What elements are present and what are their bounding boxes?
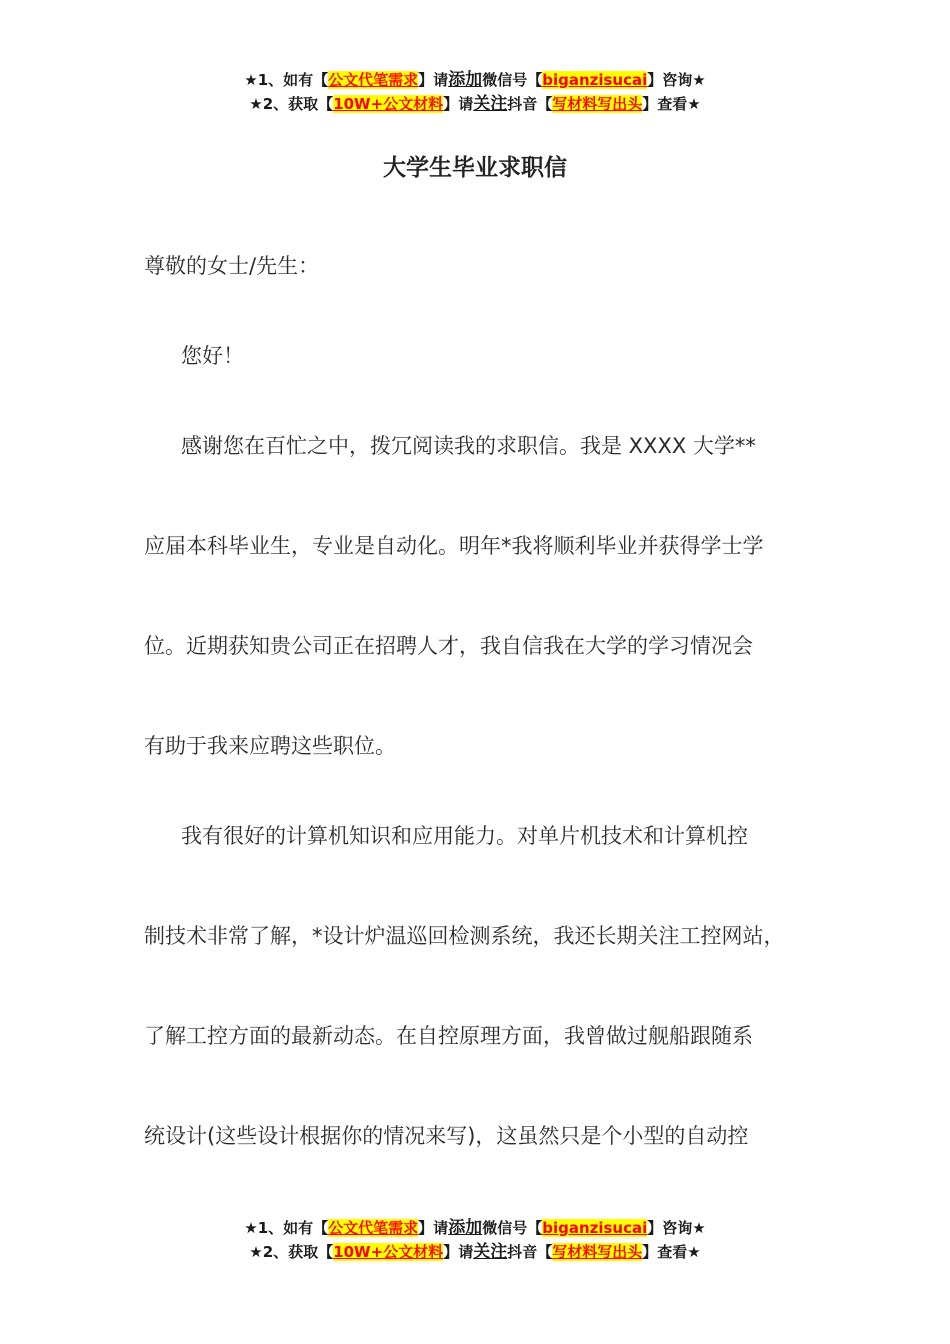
body-line: 应届本科毕业生，专业是自动化。明年*我将顺利毕业并获得学士学 [144,534,764,558]
highlight-service: 公文代笔需求 [328,1219,419,1237]
banner-text: ★1、如有【 [244,1219,329,1237]
salutation: 尊敬的女士/先生： [144,254,320,278]
body-line: 感谢您在百忙之中，拨冗阅读我的求职信。我是 XXXX 大学** [181,434,756,458]
document-title: 大学生毕业求职信 [383,155,567,181]
banner-text: 抖音【 [507,95,553,113]
banner-line-2 [0,92,950,116]
banner-text: ★1、如有【 [244,71,329,89]
emphasis-add: 添加 [448,1218,483,1238]
body-line: 制技术非常了解，*设计炉温巡回检测系统，我还长期关注工控网站， [144,924,785,948]
banner-line-2 [0,1240,950,1264]
greeting: 您好！ [181,344,244,368]
highlight-service: 公文代笔需求 [328,71,419,89]
banner-text: 微信号【 [482,1219,543,1237]
body-line: 我有很好的计算机知识和应用能力。对单片机技术和计算机控 [181,824,748,848]
body-line: 位。近期获知贵公司正在招聘人才，我自信我在大学的学习情况会 [144,634,753,658]
banner-text: ★2、获取【 [249,1243,334,1261]
header-banner [0,68,950,116]
banner-text: 】请 [443,1243,474,1261]
banner-text: 】请 [443,95,474,113]
banner-text: 抖音【 [507,1243,553,1261]
highlight-materials: 10W+公文材料 [333,95,444,113]
highlight-wechat-id: biganzisucai [542,71,648,89]
highlight-wechat-id: biganzisucai [542,1219,648,1237]
banner-text: 】查看★ [642,95,701,113]
emphasis-add: 添加 [448,70,483,90]
banner-text: 】查看★ [642,1243,701,1261]
highlight-douyin: 写材料写出头 [552,1243,643,1261]
banner-text: 】咨询★ [647,1219,706,1237]
emphasis-follow: 关注 [473,1242,508,1262]
body-line: 统设计(这些设计根据你的情况来写)，这虽然只是个小型的自动控 [144,1124,749,1148]
highlight-douyin: 写材料写出头 [552,95,643,113]
banner-line-1 [0,1216,950,1240]
banner-text: 】咨询★ [647,71,706,89]
footer-banner [0,1216,950,1264]
body-line: 了解工控方面的最新动态。在自控原理方面，我曾做过舰船跟随系 [144,1024,753,1048]
body-line: 有助于我来应聘这些职位。 [144,734,396,758]
banner-text: ★2、获取【 [249,95,334,113]
banner-text: 】请 [418,1219,449,1237]
banner-line-1 [0,68,950,92]
banner-text: 】请 [418,71,449,89]
banner-text: 微信号【 [482,71,543,89]
emphasis-follow: 关注 [473,94,508,114]
highlight-materials: 10W+公文材料 [333,1243,444,1261]
